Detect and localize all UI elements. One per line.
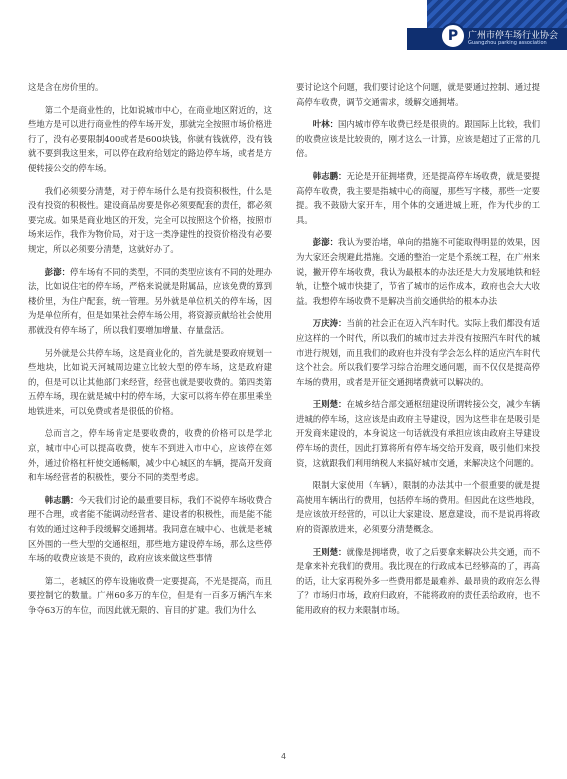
speaker-name: 万庆涛：	[312, 318, 347, 329]
paragraph	[28, 426, 272, 484]
paragraph	[28, 80, 272, 95]
speaker-name: 韩志鹏：	[44, 494, 79, 505]
paragraph	[28, 265, 272, 338]
org-name: 广州市停车场行业协会	[468, 31, 559, 41]
paragraph-text: 第二，老城区的停车设施收费一定要提高，不光是提高，而且要控制它的数量。广州60多万的车位，但是有一百多万辆汽车来争夺63万的车位，而因此就无限的、盲目的扩建。我们为什么	[28, 575, 272, 615]
paragraph-text: 另外就是公共停车场，这是商业化的，首先就是要政府规划一些地块，比如说天河城周边建立比较大型的停车场，这是政府建的，但是可以让其他部门来经营，经营也就是要收费的。第四类第五停车场，现在就是城中村的停车场，大家可以将车停在那里乘坐地铁进来，可以免费或者是很低的价格。	[28, 347, 272, 416]
paragraph	[296, 397, 540, 470]
page-number: 4	[280, 752, 287, 761]
paragraph	[296, 117, 540, 161]
speaker-name: 叶林：	[312, 119, 339, 130]
paragraph-text: 当前的社会正在迈入汽车时代。实际上我们都没有适应这样的一个时代，所以我们的城市过去并没有按照汽车时代的城市进行规划，而且我们的政府也并没有学会怎么样的适应汽车时代这个社会。所以我们要学习综合治理交通问题，而不仅仅是提高停车场的费用，或者是开征交通拥堵费就可以解决的。	[296, 318, 540, 387]
paragraph-text: 无论是开征拥堵费，还是提高停车场收费，就是要提高停车收费，我主要是指城中心的商厦，那些写字楼，那些一定要提。我不鼓励大家开车，用个体的交通进城上班，作为代步的工具。	[296, 170, 540, 225]
paragraph-text: 限制大家使用（车辆），限制的办法其中一个很重要的就是提高使用车辆出行的费用，包括停车场的费用。但因此在这些地段，是应该放开经营的，可以让大家建设、愿意建设，而不是说再将政府的资源放进来，必须要分清楚概念。	[296, 480, 540, 535]
paragraph	[28, 103, 272, 176]
paragraph-text: 今天我们讨论的最重要目标，我们不说停车场收费合理不合理，或者能不能调动经营者、建设者的积极性，而是能不能有效的通过这种手段缓解交通拥堵。我同意在城中心、也就是老城区外围的一些大型的交通枢纽，那些地方建设停车场，那么这些停车场的收费应该是不贵的，政府应该来做这些事情	[28, 494, 272, 564]
speaker-name: 彭澎：	[312, 237, 339, 248]
paragraph-text: 我认为要治堵，单向的措施不可能取得明显的效果，因为大家还会规避此措施。交通的整治一定是个系统工程，在广州来说，撇开停车场收费，我认为最根本的办法还是大力发展地铁和轻轨，让整个城市快捷了，节省了城市的运作成本，政府也会大大收益。我想停车场收费不是解决当前交通供给的根本办法	[296, 237, 540, 306]
org-name-english: Guangzhou parking association	[468, 40, 547, 46]
paragraph-text: 在城乡结合部交通枢纽建设所谓转接公交，减少车辆进城的停车场，这应该是由政府主导建设，因为这些非在是吸引是开发商来建设的，本身说这一句话就没有承担应该由政府主导建设停车场的责任，因此打算将所有停车场交给开发商，吸引他们来投资，这就跟我们利用纳税人来搞好城市交通，来解决这个问题的。	[296, 399, 540, 468]
paragraph	[296, 80, 540, 109]
paragraph-text: 总而言之，停车场肯定是要收费的，收费的价格可以是学北京，城市中心可以提高收费，使车不到进入市中心，应该停在郊外，通过价格杠杆使交通畅顺，减少中心城区的车辆，提高开发商和车场经营者的积极性，要分不同的类型考虑。	[28, 428, 272, 483]
paragraph-text: 就像是拥堵费，收了之后要拿来解决公共交通，而不是拿来补充我们的费用。我比现在的行政成本已经够高的了，再高的话，让大家再税外多一些费用都是最难养、最昂贵的政府怎么得了？市场归市场，政府归政府，不能将政府的责任丢给政府，也不能用政府的权力来限制市场。	[296, 546, 540, 615]
right-column	[296, 80, 540, 740]
paragraph	[296, 316, 540, 389]
paragraph	[296, 478, 540, 536]
paragraph	[28, 346, 272, 419]
paragraph	[28, 574, 272, 618]
parking-logo-icon: P	[440, 23, 466, 49]
speaker-name: 彭澎：	[44, 266, 71, 277]
paragraph-text: 第二个是商业性的，比如说城市中心，在商业地区附近的，这些地方是可以进行商业性的停车场开发，那就完全按照市场价格进行了，没有必要限制400或者是600块钱，你就有钱就停，没有钱就不要到我这里来，可以停在政府给划定的路边停车场，或者是方便转接公交的停车场。	[28, 104, 272, 173]
paragraph-text: 停车场有不同的类型，不同的类型应该有不同的处理办法，比如说住宅的停车场，严格来说就是附属品，应该免费的算到楼价里，为住户配套，统一管理。另外就是单位机关的停车场，因为是单位所有，但是如果社会停车场公用，将资源贡献给社会使用那就没有停车场了，所以我们要增加增量、存量盘活。	[28, 266, 272, 335]
speaker-name: 王则楚：	[312, 399, 347, 410]
paragraph	[28, 493, 272, 566]
paragraph-text: 我们必须要分清楚，对于停车场什么是有投资积极性，什么是没有投资的积极性。建设商品房要是你必须要配套的责任，都必须要完成。如果是商业地区的开发，完全可以按照这个价格，按照市场来运作，我作为物价局，对于这一类净建性的投资价格没有必要规定，所以必须要分清楚，这就好办了。	[28, 185, 272, 254]
speaker-name: 韩志鹏：	[312, 170, 347, 181]
header-banner	[0, 0, 567, 50]
speaker-name: 王则楚：	[312, 546, 347, 557]
left-column	[28, 80, 272, 740]
article-body	[28, 80, 540, 740]
paragraph-text: 要讨论这个问题，我们要讨论这个问题，就是要通过控制、通过提高停车收费，调节交通需求，缓解交通拥堵。	[296, 82, 540, 107]
paragraph	[28, 184, 272, 257]
paragraph	[296, 545, 540, 618]
paragraph	[296, 169, 540, 227]
paragraph	[296, 235, 540, 308]
paragraph-text: 国内城市停车收费已经是很贵的。跟国际上比较，我们的收费应该是比较贵的，刚才这么一计算，应该是超过了正常的几倍。	[296, 119, 540, 159]
paragraph-text: 这是含在房价里的。	[28, 82, 104, 92]
